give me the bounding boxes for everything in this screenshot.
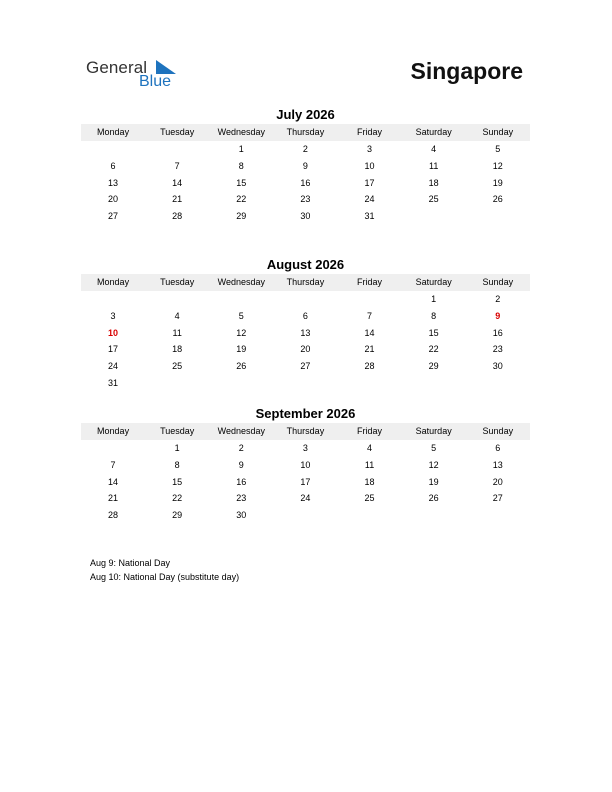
weekday-header	[81, 124, 530, 141]
day-cell: 12	[428, 459, 439, 470]
weekday-label: Monday	[97, 277, 130, 287]
week-row	[81, 308, 530, 325]
weekday-label: Friday	[357, 127, 383, 137]
day-cell: 12	[236, 327, 247, 338]
weekday-label: Sunday	[482, 426, 514, 436]
empty-day-cell	[81, 440, 145, 457]
day-cell: 2	[495, 294, 501, 304]
day-cell: 22	[172, 493, 183, 504]
month-weeks	[81, 141, 530, 225]
day-cell: 12	[492, 160, 503, 171]
day-cell: 15	[172, 476, 183, 487]
day-cell: 16	[492, 327, 503, 338]
logo-flag-icon	[156, 60, 176, 74]
week-row	[81, 208, 530, 225]
generalblue-logo	[86, 56, 186, 96]
holiday-note: Aug 10: National Day (substitute day)	[90, 572, 240, 582]
day-cell: 23	[236, 493, 247, 504]
day-cell: 13	[492, 459, 503, 470]
day-cell: 5	[431, 443, 437, 453]
empty-day-cell	[466, 375, 530, 392]
day-cell: 3	[302, 443, 308, 453]
logo-text-blue: Blue	[139, 73, 172, 90]
day-cell: 31	[108, 377, 119, 388]
empty-day-cell	[145, 375, 209, 392]
day-cell: 18	[172, 344, 183, 355]
weekday-label: Saturday	[415, 277, 452, 287]
day-cell: 11	[429, 160, 439, 171]
holiday-day-cell: 9	[495, 310, 501, 321]
day-cell: 30	[492, 361, 503, 372]
day-cell: 9	[302, 160, 308, 171]
day-cell: 1	[238, 144, 244, 154]
day-cell: 9	[238, 459, 244, 470]
logo-text-general: General	[86, 58, 148, 77]
holiday-notes	[90, 556, 239, 584]
empty-day-cell	[402, 375, 466, 392]
day-cell: 27	[300, 361, 311, 372]
week-row	[81, 191, 530, 208]
day-cell: 17	[108, 344, 119, 355]
day-cell: 24	[108, 361, 119, 372]
week-row	[81, 490, 530, 507]
day-cell: 4	[431, 144, 437, 154]
day-cell: 15	[236, 177, 247, 188]
day-cell: 20	[492, 476, 503, 487]
day-cell: 30	[236, 510, 247, 521]
week-row	[81, 175, 530, 192]
day-cell: 22	[428, 344, 439, 355]
day-cell: 19	[236, 344, 247, 355]
month-calendar-august	[81, 256, 530, 392]
empty-day-cell	[402, 208, 466, 225]
empty-day-cell	[338, 507, 402, 524]
weekday-label: Saturday	[415, 127, 452, 137]
empty-day-cell	[209, 291, 273, 308]
day-cell: 7	[367, 310, 373, 321]
weekday-header	[81, 274, 530, 291]
day-cell: 16	[236, 476, 247, 487]
day-cell: 15	[428, 327, 439, 338]
empty-day-cell	[338, 291, 402, 308]
empty-day-cell	[145, 291, 209, 308]
weekday-label: Wednesday	[217, 426, 265, 436]
week-row	[81, 440, 530, 457]
day-cell: 5	[238, 310, 244, 321]
weekday-label: Saturday	[415, 426, 452, 436]
day-cell: 23	[300, 194, 311, 205]
week-row	[81, 358, 530, 375]
day-cell: 4	[367, 443, 373, 453]
day-cell: 8	[174, 459, 180, 470]
empty-day-cell	[145, 141, 209, 158]
day-cell: 17	[364, 177, 375, 188]
day-cell: 22	[236, 194, 247, 205]
day-cell: 11	[364, 459, 375, 470]
week-row	[81, 457, 530, 474]
day-cell: 6	[495, 443, 501, 453]
day-cell: 27	[108, 211, 119, 222]
empty-day-cell	[466, 507, 530, 524]
week-row	[81, 474, 530, 491]
weekday-label: Tuesday	[160, 426, 195, 436]
weekday-label: Tuesday	[160, 277, 195, 287]
week-row	[81, 291, 530, 308]
day-cell: 1	[431, 294, 437, 304]
day-cell: 18	[364, 476, 375, 487]
day-cell: 31	[364, 211, 375, 222]
day-cell: 27	[492, 493, 503, 504]
day-cell: 29	[236, 211, 247, 222]
week-row	[81, 141, 530, 158]
day-cell: 13	[300, 327, 311, 338]
holiday-note: Aug 9: National Day	[90, 558, 171, 568]
day-cell: 20	[300, 344, 311, 355]
day-cell: 6	[110, 160, 116, 171]
month-calendar-september	[81, 405, 530, 524]
empty-day-cell	[273, 375, 337, 392]
day-cell: 29	[428, 361, 439, 372]
week-row	[81, 375, 530, 392]
day-cell: 21	[364, 344, 375, 355]
day-cell: 2	[238, 443, 244, 453]
weekday-header	[81, 423, 530, 440]
day-cell: 25	[172, 361, 183, 372]
day-cell: 4	[174, 310, 180, 321]
day-cell: 1	[174, 443, 180, 453]
month-weeks	[81, 440, 530, 524]
day-cell: 14	[172, 177, 183, 188]
day-cell: 8	[238, 160, 244, 171]
empty-day-cell	[402, 507, 466, 524]
week-row	[81, 158, 530, 175]
day-cell: 18	[428, 177, 439, 188]
month-title: August 2026	[266, 257, 345, 272]
month-calendar-july	[81, 106, 530, 225]
empty-day-cell	[338, 375, 402, 392]
day-cell: 25	[364, 493, 375, 504]
day-cell: 17	[300, 476, 311, 487]
weekday-label: Thursday	[286, 127, 325, 137]
country-title: Singapore	[410, 58, 523, 84]
day-cell: 14	[108, 476, 119, 487]
day-cell: 30	[300, 211, 311, 222]
day-cell: 20	[108, 194, 119, 205]
day-cell: 24	[364, 194, 375, 205]
day-cell: 26	[428, 493, 439, 504]
day-cell: 28	[108, 510, 119, 521]
day-cell: 3	[110, 310, 116, 321]
day-cell: 26	[236, 361, 247, 372]
month-title: September 2026	[255, 406, 356, 421]
day-cell: 7	[174, 160, 180, 171]
weekday-label: Sunday	[482, 127, 514, 137]
holiday-day-cell: 10	[108, 327, 119, 338]
weekday-label: Thursday	[286, 277, 325, 287]
weekday-label: Tuesday	[160, 127, 195, 137]
day-cell: 26	[492, 194, 503, 205]
day-cell: 19	[428, 476, 439, 487]
empty-day-cell	[273, 291, 337, 308]
day-cell: 10	[364, 160, 375, 171]
day-cell: 19	[492, 177, 503, 188]
day-cell: 6	[302, 310, 308, 321]
day-cell: 24	[300, 493, 311, 504]
weekday-label: Monday	[97, 127, 130, 137]
day-cell: 29	[172, 510, 183, 521]
day-cell: 28	[172, 211, 183, 222]
day-cell: 23	[492, 344, 503, 355]
day-cell: 28	[364, 361, 375, 372]
empty-day-cell	[466, 208, 530, 225]
week-row	[81, 341, 530, 358]
day-cell: 2	[302, 144, 308, 154]
empty-day-cell	[81, 141, 145, 158]
day-cell: 10	[300, 459, 311, 470]
day-cell: 3	[367, 144, 373, 154]
weekday-label: Thursday	[286, 426, 325, 436]
day-cell: 8	[431, 310, 437, 321]
day-cell: 21	[108, 493, 119, 504]
day-cell: 25	[428, 194, 439, 205]
month-title: July 2026	[276, 107, 335, 122]
day-cell: 13	[108, 177, 119, 188]
empty-day-cell	[273, 507, 337, 524]
day-cell: 5	[495, 144, 501, 154]
weekday-label: Monday	[97, 426, 130, 436]
day-cell: 11	[172, 327, 182, 338]
empty-day-cell	[81, 291, 145, 308]
empty-day-cell	[209, 375, 273, 392]
day-cell: 16	[300, 177, 311, 188]
week-row	[81, 325, 530, 342]
weekday-label: Friday	[357, 277, 383, 287]
weekday-label: Friday	[357, 426, 383, 436]
month-weeks	[81, 291, 530, 392]
weekday-label: Wednesday	[217, 127, 265, 137]
day-cell: 14	[364, 327, 375, 338]
week-row	[81, 507, 530, 524]
day-cell: 21	[172, 194, 183, 205]
day-cell: 7	[110, 459, 116, 470]
weekday-label: Wednesday	[217, 277, 265, 287]
weekday-label: Sunday	[482, 277, 514, 287]
